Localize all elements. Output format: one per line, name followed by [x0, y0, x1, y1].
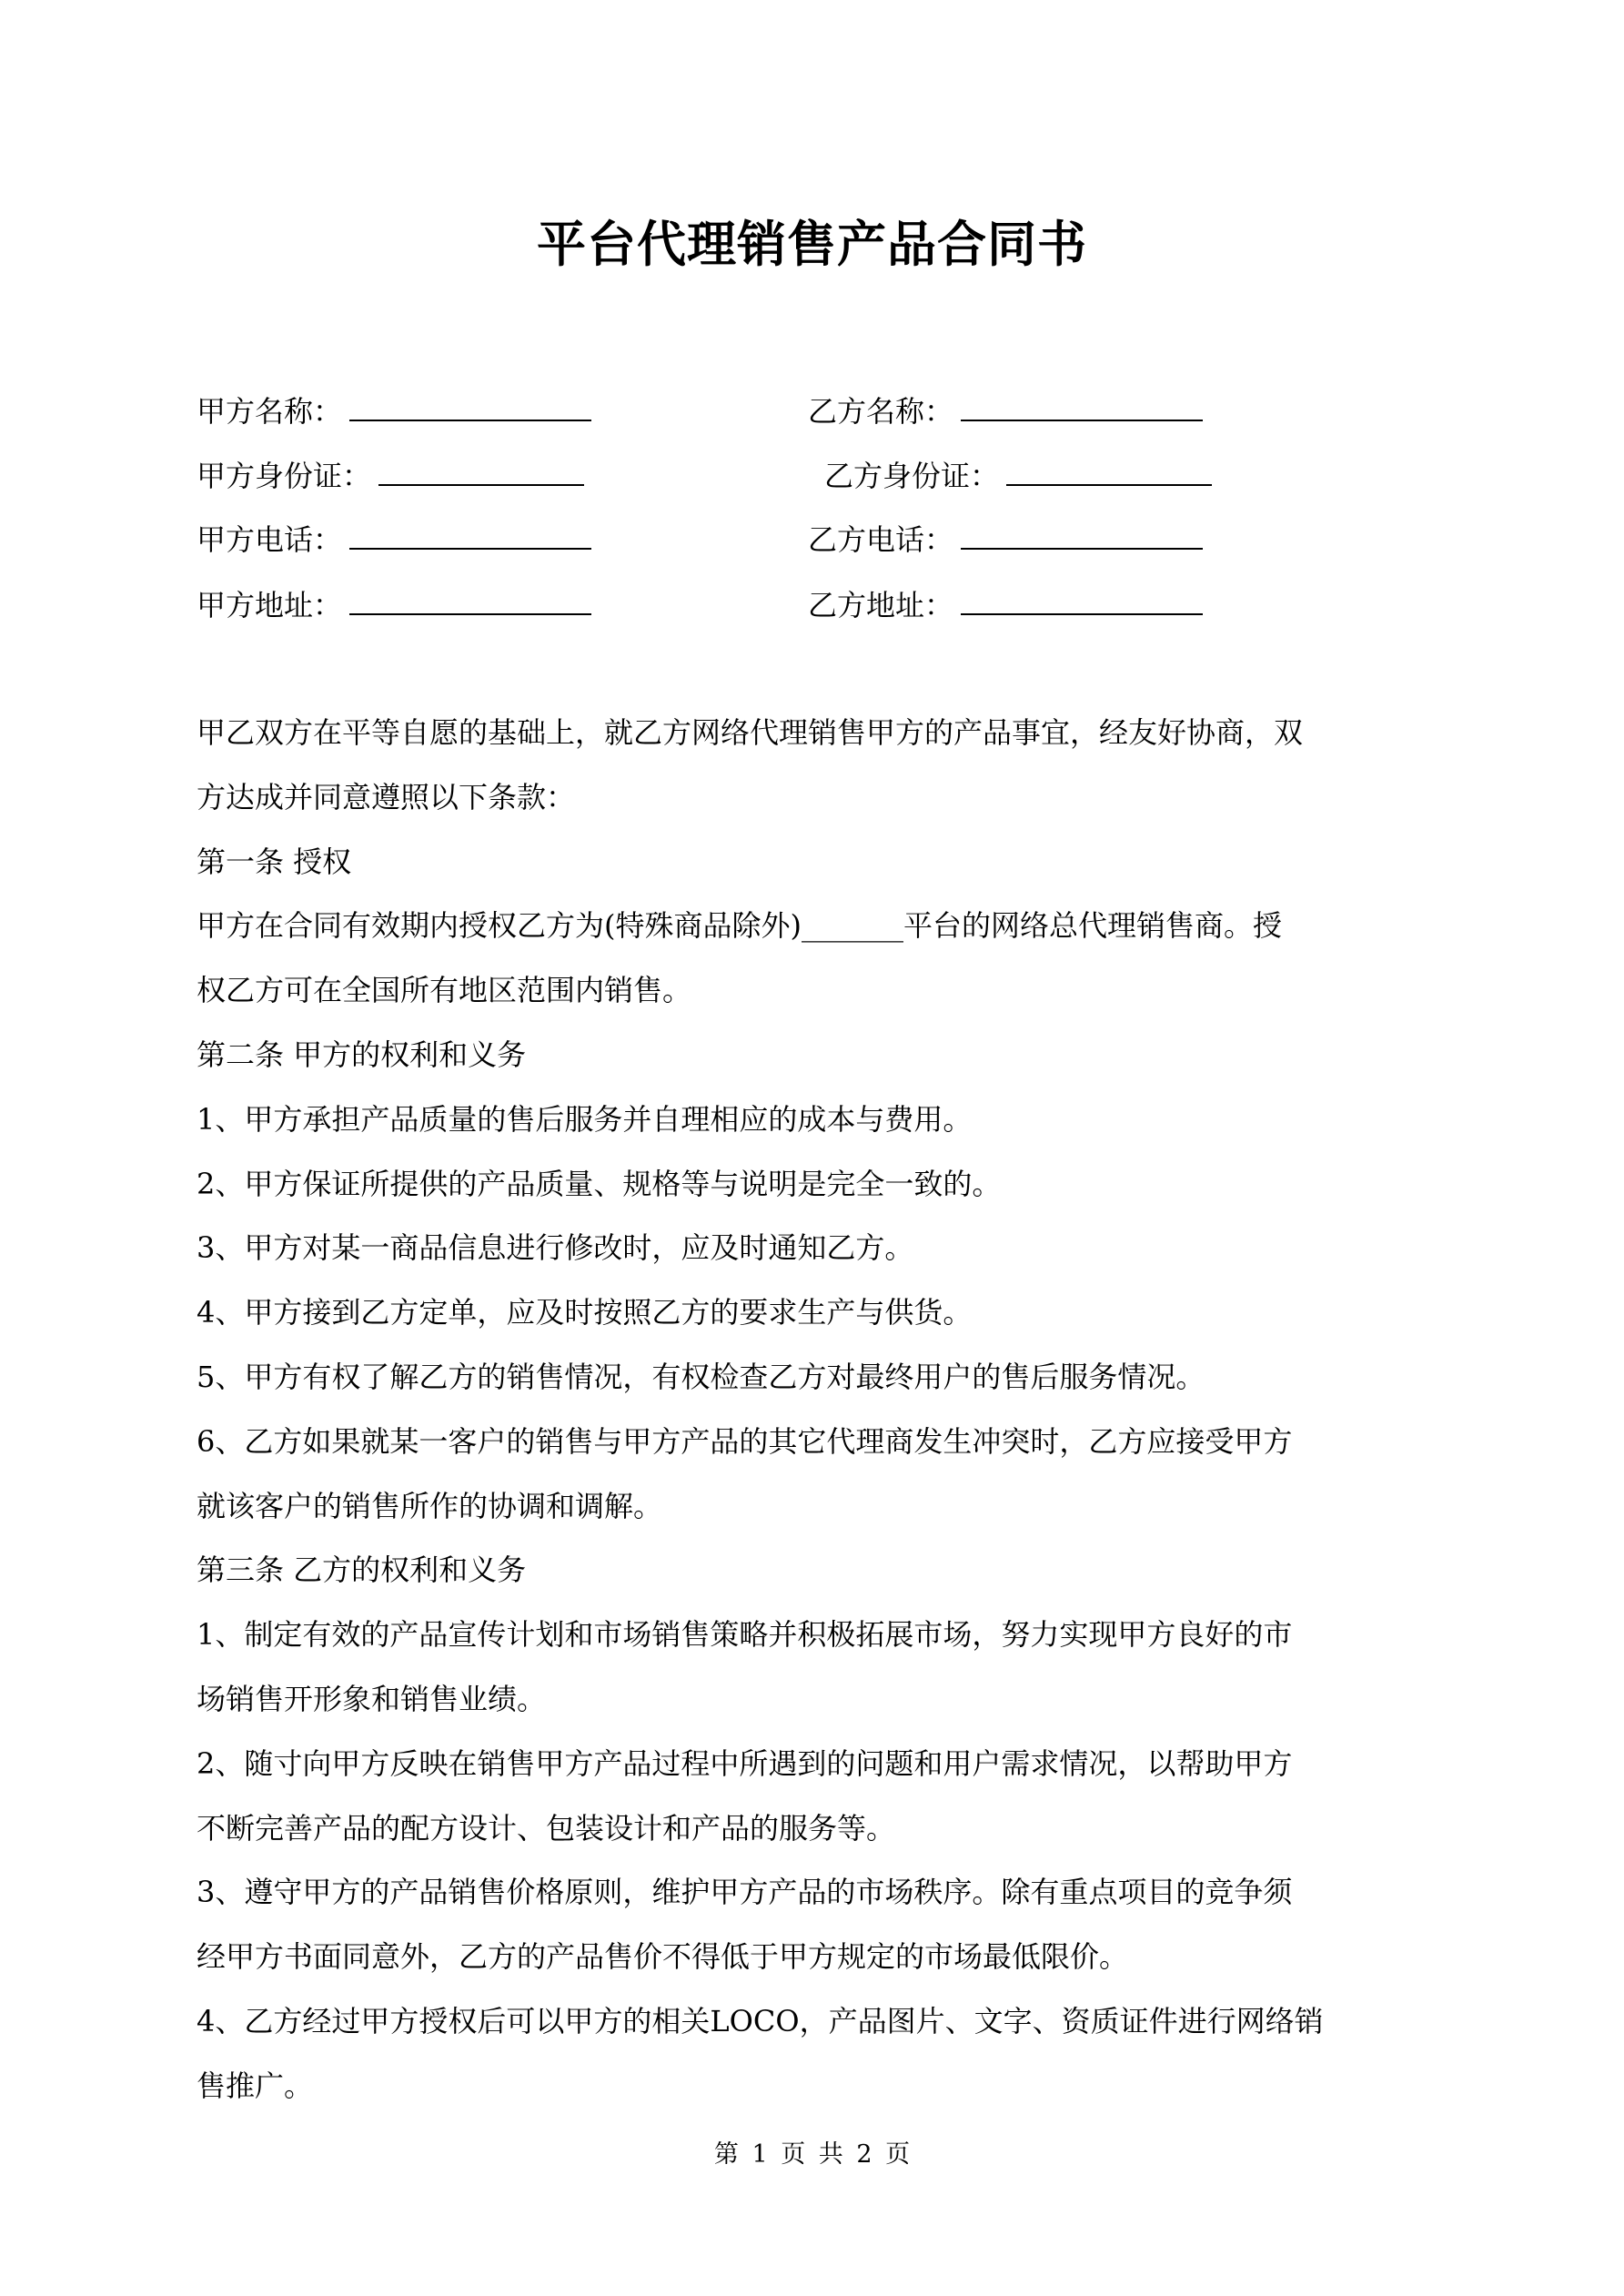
field-label: 乙方地址：: [808, 588, 954, 622]
text-line: 4、甲方接到乙方定单，应及时按照乙方的要求生产与供货。: [197, 1295, 973, 1330]
article-heading: 第二条 甲方的权利和义务: [197, 1037, 527, 1072]
text-line: 权乙方可在全国所有地区范围内销售。: [197, 973, 692, 1008]
blank-line: [378, 457, 584, 486]
party-a-id-field: [197, 457, 584, 494]
text-line: 2、随寸向甲方反映在销售甲方产品过程中所遇到的问题和用户需求情况，以帮助甲方: [197, 1745, 1293, 1781]
party-b-address-field: [808, 586, 1203, 623]
article-heading: 第三条 乙方的权利和义务: [197, 1553, 527, 1588]
contract-body: [197, 714, 1445, 2132]
field-label: 乙方名称：: [808, 394, 954, 429]
field-label: 甲方名称：: [197, 394, 343, 429]
blank-line: [961, 521, 1203, 550]
text-line: 2、甲方保证所提供的产品质量、规格等与说明是完全一致的。: [197, 1166, 1002, 1201]
party-b-id-field: [824, 457, 1212, 494]
blank-line: [1006, 457, 1212, 486]
blank-line: [349, 586, 591, 615]
text-line: 4、乙方经过甲方授权后可以甲方的相关LOCO，产品图片、文字、资质证件进行网络销: [197, 2003, 1324, 2038]
field-label: 甲方地址：: [197, 588, 343, 622]
party-b-phone-field: [808, 521, 1203, 558]
text-line: 不断完善产品的配方设计、包装设计和产品的服务等。: [197, 1810, 896, 1846]
party-a-name-field: [197, 392, 591, 430]
field-label: 甲方电话：: [197, 522, 343, 557]
text-line: 甲乙双方在平等自愿的基础上，就乙方网络代理销售甲方的产品事宜，经友好协商，双: [197, 715, 1304, 750]
text-line: 1、甲方承担产品质量的售后服务并自理相应的成本与费用。: [197, 1101, 973, 1137]
text-line: 售推广。: [197, 2068, 314, 2103]
blank-line: [961, 392, 1203, 421]
article-heading: 第一条 授权: [197, 844, 352, 879]
blank-line: [349, 392, 591, 421]
page-number: 第 1 页 共 2 页: [713, 2140, 911, 2169]
party-a-address-field: [197, 586, 591, 623]
text-line: 3、甲方对某一商品信息进行修改时，应及时通知乙方。: [197, 1230, 914, 1266]
text-line: 方达成并同意遵照以下条款：: [197, 779, 576, 814]
text-line: 场销售开形象和销售业绩。: [197, 1681, 547, 1716]
field-label: 甲方身份证：: [197, 459, 372, 493]
blank-line: [961, 586, 1203, 615]
text-line: 就该客户的销售所作的协调和调解。: [197, 1488, 663, 1523]
text-line: 3、遵守甲方的产品销售价格原则，维护甲方产品的市场秩序。除有重点项目的竞争须: [197, 1875, 1293, 1910]
text-line: 5、甲方有权了解乙方的销售情况，有权检查乙方对最终用户的售后服务情况。: [197, 1359, 1205, 1394]
text-line: 6、乙方如果就某一客户的销售与甲方产品的其它代理商发生冲突时，乙方应接受甲方: [197, 1423, 1293, 1459]
text-line: 1、制定有效的产品宣传计划和市场销售策略并积极拓展市场，努力实现甲方良好的市: [197, 1617, 1293, 1653]
field-label: 乙方电话：: [808, 522, 954, 557]
blank-line: [349, 521, 591, 550]
field-label: 乙方身份证：: [824, 459, 1000, 493]
party-b-name-field: [808, 392, 1203, 430]
text-line: 经甲方书面同意外，乙方的产品售价不得低于甲方规定的市场最低限价。: [197, 1939, 1129, 1975]
text-line: 甲方在合同有效期内授权乙方为(特殊商品除外)_______平台的网络总代理销售商。授: [197, 908, 1282, 944]
document-title: 平台代理销售产品合同书: [537, 215, 1087, 273]
party-a-phone-field: [197, 521, 591, 558]
